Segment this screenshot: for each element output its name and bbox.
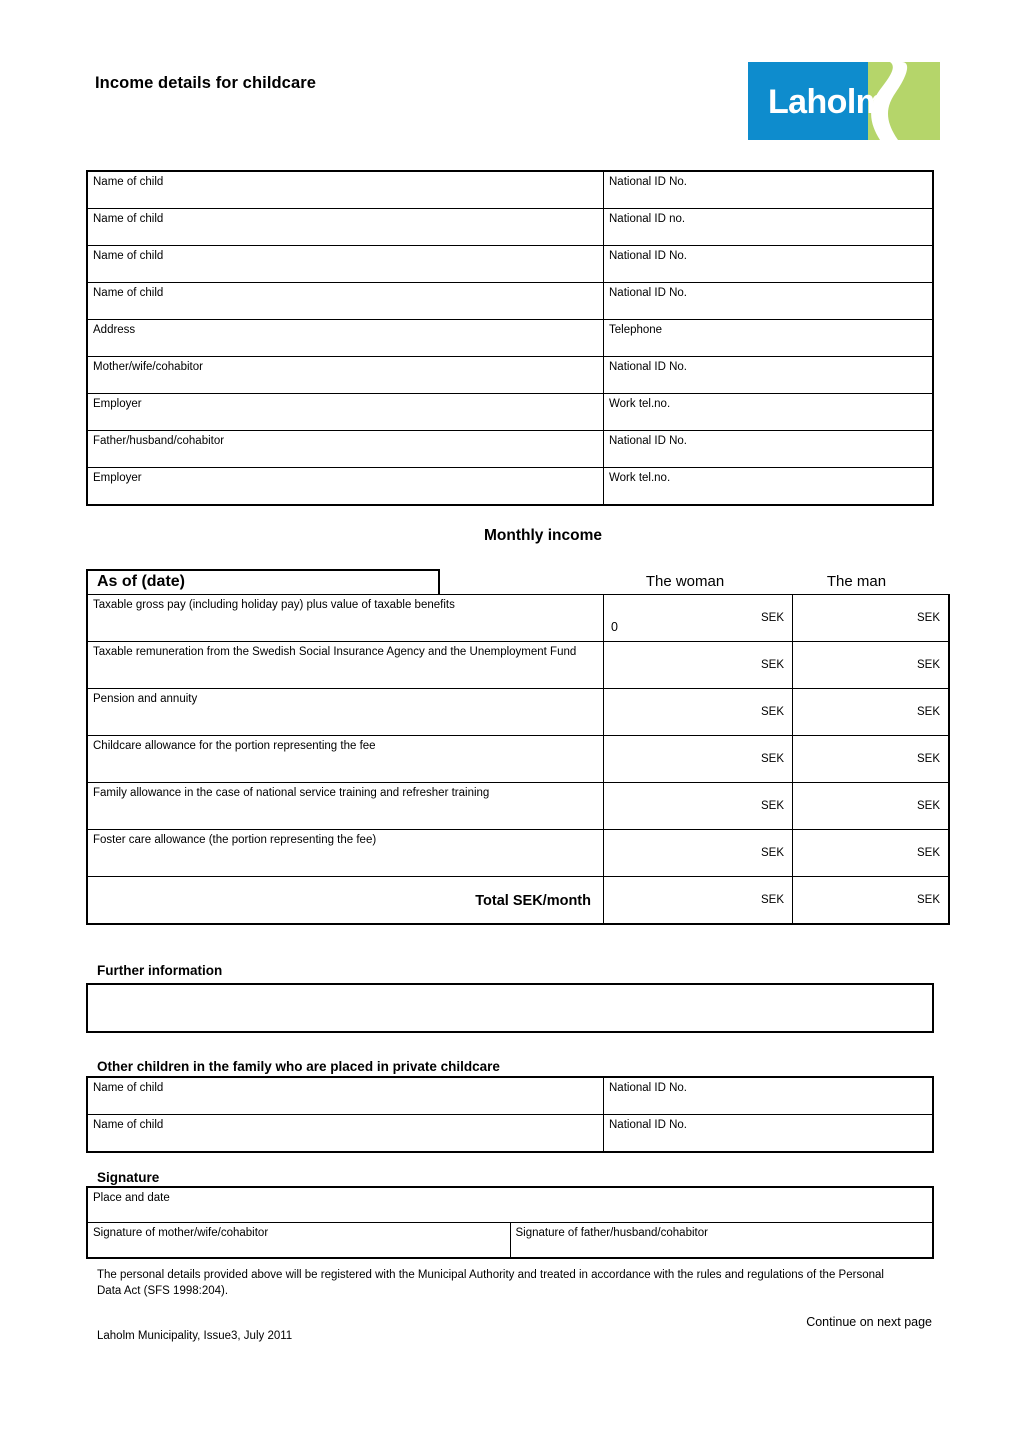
page-title: Income details for childcare [95,74,317,92]
page-header [95,62,940,142]
income-cell-gross-pay-woman[interactable] [604,595,793,642]
table-row [87,394,933,431]
laholm-logo [748,62,940,140]
income-cell-family-allowance-woman[interactable] [604,783,793,830]
column-header-man: The man [826,573,887,590]
logo-wordmark: Laholm [768,83,886,122]
income-cell-foster-care-woman[interactable] [604,830,793,877]
table-row [87,595,949,642]
income-row-label-remuneration: Taxable remuneration from the Swedish Social Insurance Agency and the Unemployment Fund [87,642,604,689]
amount-wrap [604,595,792,641]
income-row-label-family-allowance: Family allowance in the case of national service training and refresher training [87,783,604,830]
amount-wrap [793,783,948,829]
currency-label: SEK [916,611,940,624]
issue-note: Laholm Municipality, Issue3, July 2011 [97,1330,293,1342]
currency-label: SEK [916,752,940,765]
table-row [87,642,949,689]
privacy-note: The personal details provided above will be registered with the Municipal Authority and treated in accordance with the rules and regulations of the Personal Data Act (SFS 1998:204). [97,1269,884,1297]
table-row [87,736,949,783]
currency-label: SEK [916,846,940,859]
field-telephone[interactable]: Telephone [604,320,934,357]
signature-heading: Signature [97,1170,160,1185]
monthly-income-heading: Monthly income [484,527,602,544]
income-cell-total-woman[interactable] [604,877,793,925]
field-national-id-2[interactable]: National ID no. [604,209,934,246]
field-mother-work-tel[interactable]: Work tel.no. [604,394,934,431]
currency-label: SEK [916,658,940,671]
table-row [87,283,933,320]
income-cell-pension-woman[interactable] [604,689,793,736]
amount-wrap [604,736,792,782]
amount-wrap [793,689,948,735]
amount-wrap [604,830,792,876]
total-label: Total SEK/month [475,893,591,910]
other-children-heading: Other children in the family who are placed in private childcare [97,1059,500,1074]
income-cell-remuneration-man[interactable] [793,642,950,689]
identity-table-body [87,171,933,505]
field-name-of-child-4[interactable]: Name of child [87,283,604,320]
amount-wrap [793,877,948,923]
field-mother-wife-cohabitor[interactable]: Mother/wife/cohabitor [87,357,604,394]
continue-next-page-note: Continue on next page [806,1315,932,1329]
income-cell-pension-man[interactable] [793,689,950,736]
table-row-total [87,877,949,925]
table-row [87,209,933,246]
further-information-heading: Further information [97,963,223,978]
field-other-child-id-2[interactable]: National ID No. [604,1115,934,1153]
income-cell-family-allowance-man[interactable] [793,783,950,830]
income-cell-childcare-allowance-woman[interactable] [604,736,793,783]
currency-label: SEK [760,893,784,906]
other-children-table-body [87,1077,933,1152]
table-row [87,1077,933,1115]
table-row [87,1115,933,1153]
income-cell-childcare-allowance-man[interactable] [793,736,950,783]
field-signature-father[interactable]: Signature of father/husband/cohabitor [510,1223,933,1259]
field-father-national-id[interactable]: National ID No. [604,431,934,468]
field-mother-employer[interactable]: Employer [87,394,604,431]
amount-wrap [793,736,948,782]
table-row [87,320,933,357]
field-name-of-child-2[interactable]: Name of child [87,209,604,246]
amount-value: 0 [611,620,618,635]
amount-wrap [604,877,792,923]
as-of-date-label: As of (date) [97,573,185,590]
income-cell-gross-pay-man[interactable] [793,595,950,642]
currency-label: SEK [760,611,784,624]
income-row-label-pension: Pension and annuity [87,689,604,736]
table-row [87,468,933,506]
amount-wrap [793,830,948,876]
identity-table [86,170,934,506]
monthly-income-table [86,594,950,925]
table-row [87,246,933,283]
income-row-label-childcare-allowance: Childcare allowance for the portion representing the fee [87,736,604,783]
field-other-child-name-1[interactable]: Name of child [87,1077,604,1115]
table-row [87,357,933,394]
field-national-id-3[interactable]: National ID No. [604,246,934,283]
field-father-work-tel[interactable]: Work tel.no. [604,468,934,506]
amount-wrap [793,642,948,688]
income-cell-remuneration-woman[interactable] [604,642,793,689]
column-header-woman: The woman [645,573,725,590]
table-row [87,689,949,736]
currency-label: SEK [760,705,784,718]
signature-table-body [87,1187,933,1258]
field-national-id-1[interactable]: National ID No. [604,171,934,209]
other-children-table [86,1076,934,1153]
monthly-income-table-body [87,595,949,925]
field-other-child-name-2[interactable]: Name of child [87,1115,604,1153]
field-national-id-4[interactable]: National ID No. [604,283,934,320]
currency-label: SEK [760,846,784,859]
currency-label: SEK [760,752,784,765]
field-other-child-id-1[interactable]: National ID No. [604,1077,934,1115]
amount-wrap [604,642,792,688]
income-row-label-foster-care: Foster care allowance (the portion representing the fee) [87,830,604,877]
field-mother-national-id[interactable]: National ID No. [604,357,934,394]
signature-table [86,1186,934,1259]
table-row [87,1187,933,1223]
amount-wrap [604,689,792,735]
income-cell-total-man[interactable] [793,877,950,925]
table-row [87,830,949,877]
income-cell-foster-care-man[interactable] [793,830,950,877]
amount-wrap [604,783,792,829]
currency-label: SEK [760,658,784,671]
field-father-husband-cohabitor[interactable]: Father/husband/cohabitor [87,431,604,468]
as-of-date-field[interactable] [86,569,440,595]
table-row [87,783,949,830]
further-information-field[interactable] [86,983,934,1033]
field-father-employer[interactable]: Employer [87,468,604,506]
income-row-label-gross-pay: Taxable gross pay (including holiday pay) plus value of taxable benefits [87,595,604,642]
field-name-of-child-3[interactable]: Name of child [87,246,604,283]
field-address[interactable]: Address [87,320,604,357]
field-signature-mother[interactable]: Signature of mother/wife/cohabitor [87,1223,510,1259]
currency-label: SEK [916,799,940,812]
table-row [87,171,933,209]
currency-label: SEK [760,799,784,812]
currency-label: SEK [916,893,940,906]
field-place-and-date[interactable]: Place and date [87,1187,933,1223]
amount-wrap [793,595,948,641]
currency-label: SEK [916,705,940,718]
table-row [87,1223,933,1259]
field-name-of-child-1[interactable]: Name of child [87,171,604,209]
table-row [87,431,933,468]
